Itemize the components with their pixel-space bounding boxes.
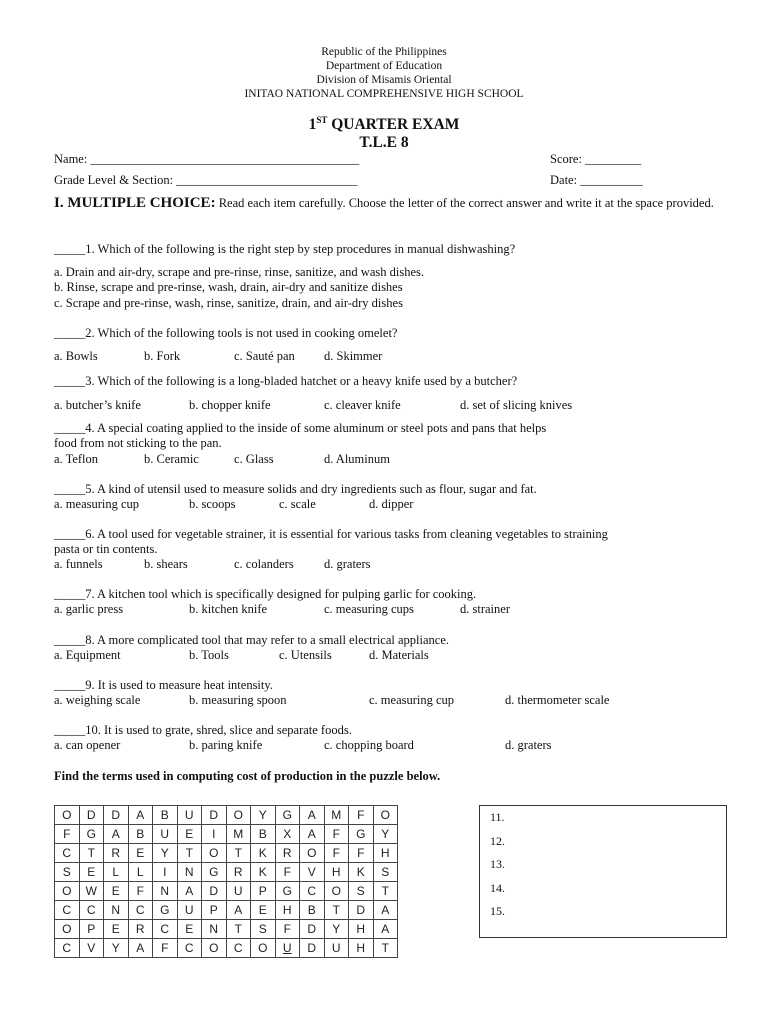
puzzle-cell[interactable]: F	[324, 825, 349, 844]
puzzle-cell[interactable]: E	[177, 920, 202, 939]
puzzle-cell[interactable]: A	[373, 901, 398, 920]
puzzle-cell[interactable]: T	[324, 901, 349, 920]
puzzle-cell[interactable]: F	[275, 863, 300, 882]
puzzle-cell[interactable]: E	[104, 882, 129, 901]
puzzle-cell[interactable]: I	[153, 863, 178, 882]
puzzle-cell[interactable]: H	[275, 901, 300, 920]
puzzle-cell[interactable]: F	[153, 939, 178, 958]
question-8: _____8. A more complicated tool that may refer to a small electrical appliance.	[54, 633, 449, 647]
answer-line[interactable]: 13.	[490, 857, 505, 871]
score-field[interactable]: Score: _________	[550, 152, 642, 166]
puzzle-cell[interactable]: U	[177, 806, 202, 825]
question-4-option-d: d. Aluminum	[324, 452, 390, 466]
answer-box[interactable]	[479, 805, 727, 938]
puzzle-cell[interactable]: V	[300, 863, 325, 882]
grade-section-field[interactable]: Grade Level & Section: _____________________________	[54, 173, 358, 187]
puzzle-cell[interactable]: L	[104, 863, 129, 882]
puzzle-cell[interactable]: C	[55, 939, 80, 958]
name-field[interactable]: Name: ___________________________________________	[54, 152, 360, 166]
question-5: _____5. A kind of utensil used to measure solids and dry ingredients such as flour, sugar and fat.	[54, 482, 537, 496]
puzzle-cell[interactable]: G	[349, 825, 374, 844]
question-1-option-b: b. Rinse, scrape and pre-rinse, wash, drain, air-dry and sanitize dishes	[54, 280, 403, 294]
puzzle-cell[interactable]: U	[324, 939, 349, 958]
question-4-option-a: a. Teflon	[54, 452, 99, 466]
header-country: Republic of the Philippines	[321, 46, 447, 58]
puzzle-cell[interactable]: N	[153, 882, 178, 901]
question-2-option-c: c. Sauté pan	[234, 349, 295, 363]
header-school: INITAO NATIONAL COMPREHENSIVE HIGH SCHOOL	[244, 88, 524, 100]
puzzle-cell[interactable]: T	[226, 844, 251, 863]
puzzle-cell[interactable]: C	[128, 901, 153, 920]
title-number: 1	[308, 116, 317, 134]
puzzle-cell[interactable]: A	[128, 806, 153, 825]
question-9: _____9. It is used to measure heat intensity.	[54, 678, 273, 692]
puzzle-cell[interactable]: D	[202, 806, 227, 825]
puzzle-cell[interactable]: F	[55, 825, 80, 844]
question-8-option-b: b. Tools	[189, 648, 229, 662]
question-4: _____4. A special coating applied to the inside of some aluminum or steel pots and pans that helps	[54, 421, 547, 435]
puzzle-cell[interactable]: E	[177, 825, 202, 844]
puzzle-cell[interactable]: I	[202, 825, 227, 844]
question-7-option-a: a. garlic press	[54, 602, 124, 616]
puzzle-cell[interactable]: N	[177, 863, 202, 882]
question-6-option-d: d. graters	[324, 557, 371, 571]
header-department: Department of Education	[325, 60, 443, 72]
question-9-option-c: c. measuring cup	[369, 693, 455, 707]
puzzle-row	[55, 901, 398, 920]
puzzle-cell[interactable]: D	[349, 901, 374, 920]
puzzle-cell[interactable]: X	[275, 825, 300, 844]
puzzle-cell[interactable]: E	[251, 901, 276, 920]
question-10-option-a: a. can opener	[54, 738, 121, 752]
question-2: _____2. Which of the following tools is not used in cooking omelet?	[54, 326, 398, 340]
section-multiple-choice	[54, 196, 730, 211]
puzzle-cell[interactable]: C	[55, 844, 80, 863]
header-division: Division of Misamis Oriental	[316, 74, 452, 86]
section-instructions: Read each item carefully. Choose the letter of the correct answer and write it at the space provided.	[215, 196, 714, 210]
puzzle-cell[interactable]: A	[104, 825, 129, 844]
question-6: _____6. A tool used for vegetable strainer, it is essential for various tasks from cleaning vegetables to straining	[54, 527, 608, 541]
puzzle-cell[interactable]: H	[373, 844, 398, 863]
question-9-option-d: d. thermometer scale	[505, 693, 610, 707]
puzzle-cell[interactable]: Y	[373, 825, 398, 844]
question-4-option-c: c. Glass	[234, 452, 274, 466]
question-5-option-c: c. scale	[279, 497, 316, 511]
puzzle-row	[55, 825, 398, 844]
question-7-option-b: b. kitchen knife	[189, 602, 268, 616]
puzzle-cell[interactable]: D	[202, 882, 227, 901]
puzzle-cell[interactable]: L	[128, 863, 153, 882]
question-4-continued: food from not sticking to the pan.	[54, 436, 222, 450]
section-heading: I. MULTIPLE CHOICE:	[54, 195, 216, 211]
question-1-option-a: a. Drain and air-dry, scrape and pre-rinse, rinse, sanitize, and wash dishes.	[54, 265, 424, 279]
puzzle-cell[interactable]: S	[55, 863, 80, 882]
puzzle-cell[interactable]: C	[226, 939, 251, 958]
puzzle-cell[interactable]: K	[251, 844, 276, 863]
question-8-option-d: d. Materials	[369, 648, 429, 662]
puzzle-cell[interactable]: M	[226, 825, 251, 844]
question-3-option-d: d. set of slicing knives	[460, 398, 573, 412]
puzzle-cell[interactable]: D	[104, 806, 129, 825]
puzzle-cell[interactable]: C	[177, 939, 202, 958]
question-6-option-a: a. funnels	[54, 557, 103, 571]
question-5-option-b: b. scoops	[189, 497, 236, 511]
answer-line[interactable]: 11.	[490, 810, 505, 824]
question-7-option-d: d. strainer	[460, 602, 510, 616]
question-10-option-c: c. chopping board	[324, 738, 414, 752]
puzzle-cell[interactable]: H	[349, 939, 374, 958]
puzzle-cell[interactable]: E	[79, 863, 104, 882]
question-8-option-a: a. Equipment	[54, 648, 121, 662]
puzzle-cell[interactable]: B	[153, 806, 178, 825]
puzzle-cell[interactable]: O	[55, 882, 80, 901]
puzzle-cell[interactable]: B	[128, 825, 153, 844]
puzzle-cell[interactable]: C	[153, 920, 178, 939]
question-10-option-b: b. paring knife	[189, 738, 263, 752]
puzzle-cell[interactable]: C	[79, 901, 104, 920]
question-3-option-a: a. butcher’s knife	[54, 398, 141, 412]
puzzle-cell[interactable]: F	[324, 844, 349, 863]
puzzle-cell[interactable]: R	[226, 863, 251, 882]
puzzle-cell[interactable]: C	[300, 882, 325, 901]
puzzle-cell[interactable]: W	[79, 882, 104, 901]
puzzle-cell[interactable]: A	[128, 939, 153, 958]
question-6-option-b: b. shears	[144, 557, 188, 571]
exam-title	[0, 115, 768, 134]
puzzle-cell[interactable]: G	[275, 806, 300, 825]
puzzle-instruction: Find the terms used in computing cost of production in the puzzle below.	[54, 769, 441, 783]
puzzle-cell[interactable]: A	[373, 920, 398, 939]
puzzle-cell[interactable]: O	[373, 806, 398, 825]
title-superscript: ST	[316, 115, 328, 125]
puzzle-row	[55, 882, 398, 901]
puzzle-cell[interactable]: F	[128, 882, 153, 901]
puzzle-cell[interactable]: V	[79, 939, 104, 958]
question-2-option-a: a. Bowls	[54, 349, 98, 363]
puzzle-cell[interactable]: K	[251, 863, 276, 882]
question-2-option-d: d. Skimmer	[324, 349, 383, 363]
puzzle-row	[55, 920, 398, 939]
puzzle-cell[interactable]: P	[79, 920, 104, 939]
puzzle-cell[interactable]: D	[300, 939, 325, 958]
question-6-continued: pasta or tin contents.	[54, 542, 158, 556]
puzzle-cell[interactable]: B	[251, 825, 276, 844]
question-10-option-d: d. graters	[505, 738, 552, 752]
question-3-option-b: b. chopper knife	[189, 398, 271, 412]
question-7: _____7. A kitchen tool which is specifically designed for pulping garlic for cooking.	[54, 587, 477, 601]
puzzle-cell[interactable]: T	[373, 882, 398, 901]
question-3: _____3. Which of the following is a long-bladed hatchet or a heavy knife used by a butcher?	[54, 374, 518, 388]
puzzle-cell[interactable]: T	[226, 920, 251, 939]
question-5-option-d: d. dipper	[369, 497, 414, 511]
puzzle-cell[interactable]: O	[202, 939, 227, 958]
puzzle-cell[interactable]: G	[202, 863, 227, 882]
puzzle-cell[interactable]: O	[55, 920, 80, 939]
question-5-option-a: a. measuring cup	[54, 497, 140, 511]
puzzle-cell[interactable]: O	[324, 882, 349, 901]
puzzle-row	[55, 844, 398, 863]
puzzle-cell[interactable]: G	[275, 882, 300, 901]
puzzle-cell[interactable]: O	[226, 806, 251, 825]
puzzle-cell[interactable]: O	[300, 844, 325, 863]
puzzle-cell[interactable]: E	[128, 844, 153, 863]
question-9-option-a: a. weighing scale	[54, 693, 141, 707]
puzzle-cell[interactable]: O	[55, 806, 80, 825]
puzzle-cell[interactable]: S	[251, 920, 276, 939]
puzzle-row	[55, 939, 398, 958]
puzzle-cell[interactable]: U	[177, 901, 202, 920]
exam-subject: T.L.E 8	[359, 134, 409, 151]
puzzle-cell[interactable]: B	[300, 901, 325, 920]
puzzle-cell[interactable]: T	[177, 844, 202, 863]
answer-line[interactable]: 14.	[490, 880, 505, 895]
puzzle-cell[interactable]: Y	[153, 844, 178, 863]
puzzle-cell[interactable]: C	[55, 901, 80, 920]
puzzle-cell[interactable]: R	[128, 920, 153, 939]
question-3-option-c: c. cleaver knife	[324, 398, 401, 412]
puzzle-cell[interactable]: H	[324, 863, 349, 882]
puzzle-cell[interactable]: N	[104, 901, 129, 920]
puzzle-cell[interactable]: F	[349, 806, 374, 825]
question-7-option-c: c. measuring cups	[324, 602, 414, 616]
puzzle-cell[interactable]: O	[251, 939, 276, 958]
puzzle-cell[interactable]: P	[202, 901, 227, 920]
question-4-option-b: b. Ceramic	[144, 452, 199, 466]
puzzle-cell[interactable]: S	[349, 882, 374, 901]
puzzle-cell[interactable]: N	[202, 920, 227, 939]
puzzle-cell[interactable]: F	[275, 920, 300, 939]
question-6-option-c: c. colanders	[234, 557, 294, 571]
question-1-option-c: c. Scrape and pre-rinse, wash, rinse, sanitize, drain, and air-dry dishes	[54, 296, 403, 310]
puzzle-cell[interactable]: A	[226, 901, 251, 920]
puzzle-cell[interactable]: U	[153, 825, 178, 844]
answer-line[interactable]: 12.	[490, 833, 505, 848]
puzzle-cell[interactable]: D	[79, 806, 104, 825]
puzzle-cell[interactable]: O	[202, 844, 227, 863]
puzzle-cell[interactable]: A	[300, 825, 325, 844]
puzzle-cell[interactable]: E	[104, 920, 129, 939]
question-10: _____10. It is used to grate, shred, slice and separate foods.	[54, 723, 352, 737]
question-1: _____1. Which of the following is the right step by step procedures in manual dishwashing?	[54, 242, 516, 256]
puzzle-cell[interactable]: A	[177, 882, 202, 901]
puzzle-cell[interactable]: K	[349, 863, 374, 882]
title-rest: QUARTER EXAM	[327, 116, 460, 134]
puzzle-cell[interactable]: U	[275, 939, 300, 958]
puzzle-row	[55, 863, 398, 882]
puzzle-cell[interactable]: S	[373, 863, 398, 882]
question-2-option-b: b. Fork	[144, 349, 181, 363]
question-9-option-b: b. measuring spoon	[189, 693, 287, 707]
puzzle-cell[interactable]: D	[300, 920, 325, 939]
puzzle-cell[interactable]: H	[349, 920, 374, 939]
puzzle-cell[interactable]: T	[373, 939, 398, 958]
puzzle-cell[interactable]: Y	[104, 939, 129, 958]
puzzle-cell[interactable]: Y	[324, 920, 349, 939]
puzzle-cell[interactable]: Y	[251, 806, 276, 825]
puzzle-cell[interactable]: R	[104, 844, 129, 863]
word-search-grid	[54, 805, 398, 958]
puzzle-cell[interactable]: M	[324, 806, 349, 825]
question-8-option-c: c. Utensils	[279, 648, 332, 662]
puzzle-cell[interactable]: A	[300, 806, 325, 825]
date-field[interactable]: Date: __________	[550, 173, 643, 187]
puzzle-cell[interactable]: R	[275, 844, 300, 863]
puzzle-cell[interactable]: G	[79, 825, 104, 844]
answer-line[interactable]: 15.	[490, 904, 505, 918]
puzzle-cell[interactable]: U	[226, 882, 251, 901]
puzzle-row	[55, 806, 398, 825]
puzzle-cell[interactable]: G	[153, 901, 178, 920]
puzzle-cell[interactable]: T	[79, 844, 104, 863]
puzzle-cell[interactable]: P	[251, 882, 276, 901]
puzzle-cell[interactable]: F	[349, 844, 374, 863]
